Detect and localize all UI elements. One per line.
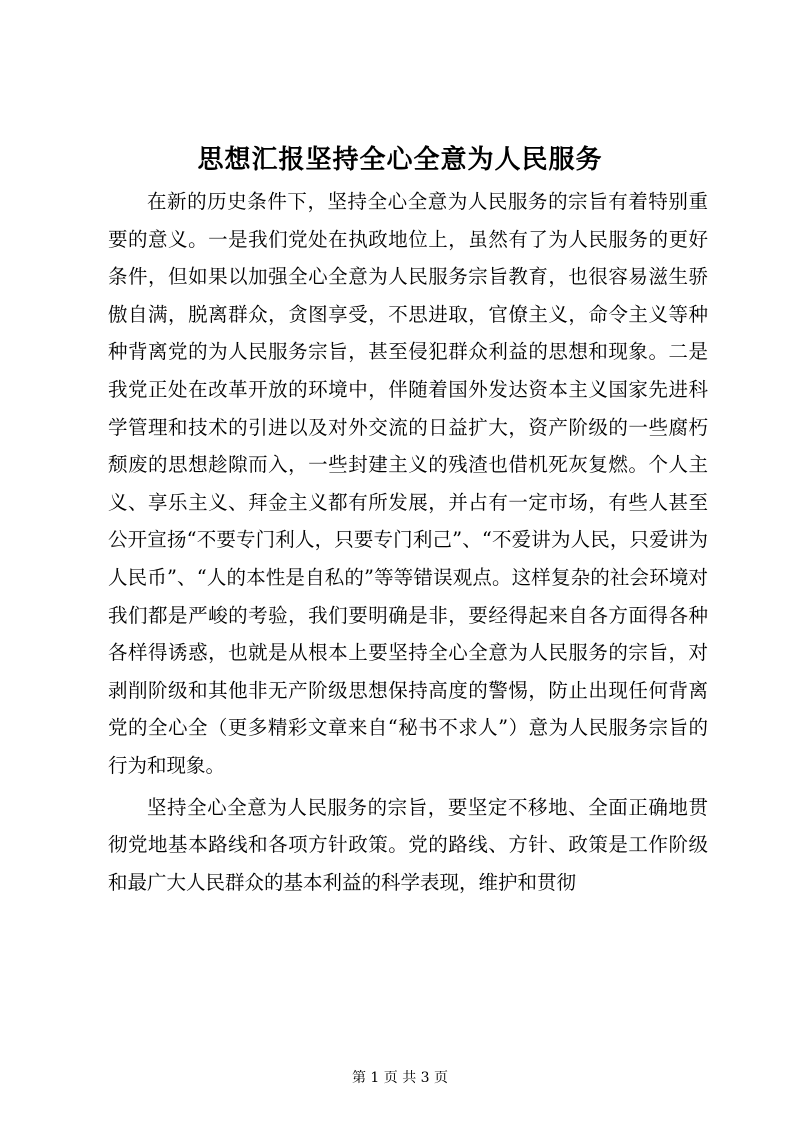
paragraph: 坚持全心全意为人民服务的宗旨，要坚定不移地、全面正确地贯彻党地基本路线和各项方针政策。党的路线、方针、政策是工作阶级和最广大人民群众的基本利益的科学表现，维护和贯彻 (108, 795, 708, 894)
paragraph: 在新的历史条件下，坚持全心全意为人民服务的宗旨有着特别重要的意义。一是我们党处在执政地位上，虽然有了为人民服务的更好条件，但如果以加强全心全意为人民服务宗旨教育，也很容易滋生骄傲自满，脱离群众，贪图享受，不思进取，官僚主义，命令主义等种种背离党的为人民服务宗旨，甚至侵犯群众利益的思想和现象。二是我党正处在改革开放的环境中，伴随着国外发达资本主义国家先进科学管理和技术的引进以及对外交流的日益扩大，资产阶级的一些腐朽颓废的思想趁隙而入，一些封建主义的残渣也借机死灰复燃。个人主义、享乐主义、拜金主义都有所发展，并占有一定市场，有些人甚至公开宣扬“不要专门利人，只要专门利己”、“不爱讲为人民，只爱讲为人民币”、“人的本性是自私的”等等错误观点。这样复杂的社会环境对我们都是严峻的考验，我们要明确是非，要经得起来自各方面得各种各样得诱惑，也就是从根本上要坚持全心全意为人民服务的宗旨，对剥削阶级和其他非无产阶级思想保持高度的警惕，防止出现任何背离党的全心全（更多精彩文章来自“秘书不求人”）意为人民服务宗旨的行为和现象。 (108, 190, 708, 777)
document-title: 思想汇报坚持全心全意为人民服务 (197, 145, 603, 175)
page-footer: 第 1 页 共 3 页 (351, 1070, 449, 1086)
document-body (108, 183, 708, 901)
